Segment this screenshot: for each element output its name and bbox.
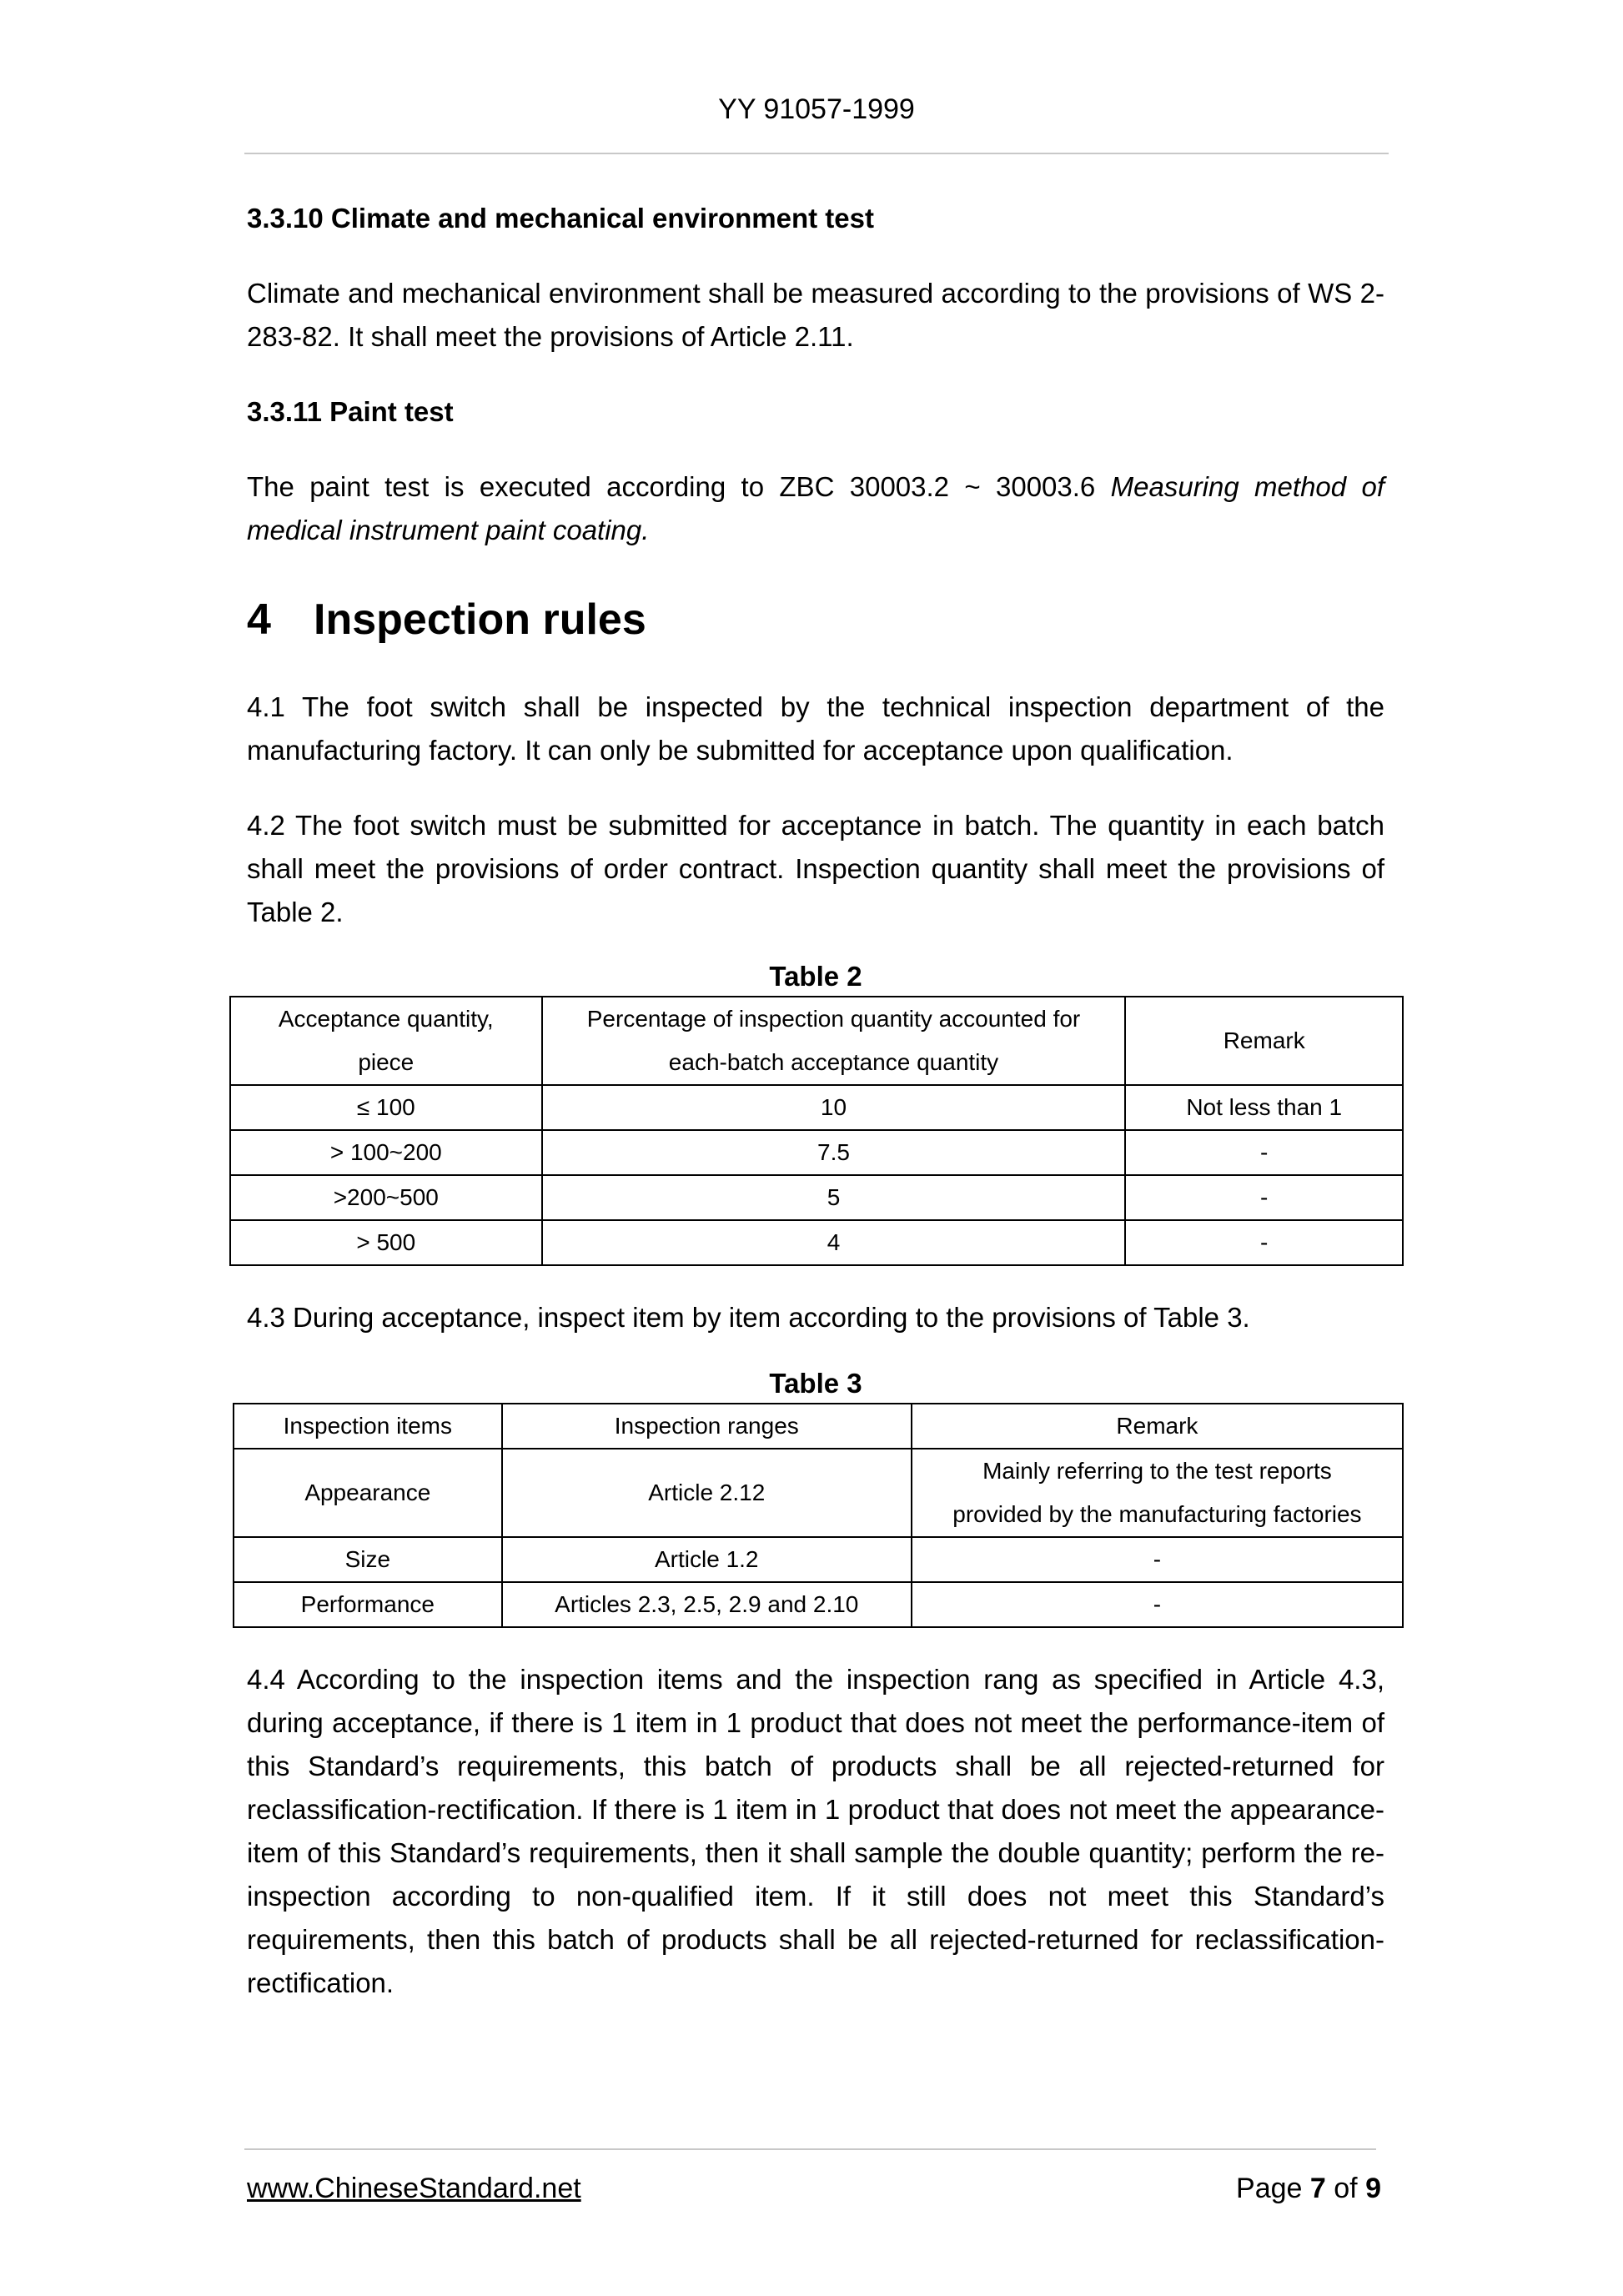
table-row xyxy=(230,1220,1403,1265)
table-2 xyxy=(229,996,1404,1266)
table-cell: > 100~200 xyxy=(230,1130,542,1175)
table-row xyxy=(234,1537,1403,1582)
table-cell: Article 2.12 xyxy=(502,1449,912,1537)
table-cell: 5 xyxy=(542,1175,1126,1220)
table-header-row xyxy=(230,997,1403,1085)
table-cell: 7.5 xyxy=(542,1130,1126,1175)
table-row xyxy=(230,1130,1403,1175)
table2-caption: Table 2 xyxy=(769,961,862,992)
paragraph-3-3-10: Climate and mechanical environment shall be measured according to the provisions of WS 2-283-82. It shall meet the provisions of Article 2.11. xyxy=(247,278,1384,352)
table-row xyxy=(234,1582,1403,1627)
table-cell: - xyxy=(912,1582,1403,1627)
paragraph-4-1: 4.1 The foot switch shall be inspected by the technical inspection department of the manufacturing factory. It can only be submitted for acceptance upon qualification. xyxy=(247,691,1384,766)
table3-caption: Table 3 xyxy=(769,1368,862,1399)
table-cell: - xyxy=(1125,1220,1403,1265)
table-cell: 4 xyxy=(542,1220,1126,1265)
chapter-heading-4 xyxy=(247,590,1384,649)
table-cell: 10 xyxy=(542,1085,1126,1130)
table-cell: >200~500 xyxy=(230,1175,542,1220)
table-header-row xyxy=(234,1404,1403,1449)
table-row xyxy=(230,1175,1403,1220)
table-cell: > 500 xyxy=(230,1220,542,1265)
table-cell: - xyxy=(912,1537,1403,1582)
table-cell: Size xyxy=(234,1537,502,1582)
paragraph-3-3-11 xyxy=(247,465,1384,552)
table-cell: ≤ 100 xyxy=(230,1085,542,1130)
chapter-number: 4 xyxy=(247,595,271,644)
paragraph-4-2: 4.2 The foot switch must be submitted for acceptance in batch. The quantity in each batch shall meet the provisions of order contract. Inspection quantity shall meet the provisions of Table 2. xyxy=(247,810,1384,927)
table-header-cell: Inspection items xyxy=(234,1404,502,1449)
paragraph-4-4: 4.4 According to the inspection items and the inspection rang as specified in Article 4.3, during acceptance, if there is 1 item in 1 product that does not meet the performance-item of this Standard’s requirements, this batch of products shall be all rejected-returned for reclassification-rectification. If there is 1 item in 1 product that does not meet the appearance-item of this Standard’s requirements, then it shall sample the double quantity; perform the re-inspection according to non-qualified item. If it still does not meet this Standard’s requirements, then this batch of products shall be all rejected-returned for reclassification-rectification. xyxy=(247,1664,1384,1998)
header-divider xyxy=(244,153,1389,154)
footer-divider xyxy=(244,2148,1376,2150)
page-number: Page 7 of 9 xyxy=(1236,2173,1381,2204)
current-page: 7 xyxy=(1309,2173,1326,2204)
table-cell: Performance xyxy=(234,1582,502,1627)
table-header-cell: Inspection ranges xyxy=(502,1404,912,1449)
table-row xyxy=(230,1085,1403,1130)
table-cell: Appearance xyxy=(234,1449,502,1537)
table-header-cell: Remark xyxy=(1125,997,1403,1085)
paragraph-4-3: 4.3 During acceptance, inspect item by item according to the provisions of Table 3. xyxy=(247,1302,1250,1333)
table-header-cell: Remark xyxy=(912,1404,1403,1449)
table-3 xyxy=(233,1403,1404,1628)
table-header-cell: Acceptance quantity, piece xyxy=(230,997,542,1085)
paint-test-text: The paint test is executed according to ZBC 30003.2 ~ 30003.6 xyxy=(247,471,1111,502)
section-heading-3-3-11: 3.3.11 Paint test xyxy=(247,396,454,427)
table-cell: Article 1.2 xyxy=(502,1537,912,1582)
document-body xyxy=(247,197,1384,2005)
table-cell: Not less than 1 xyxy=(1125,1085,1403,1130)
document-code-header: YY 91057-1999 xyxy=(718,93,915,125)
table-cell: - xyxy=(1125,1130,1403,1175)
paint-test-method-title: Measuring method of medical instrument paint coating. xyxy=(247,471,1384,545)
chapter-title: Inspection rules xyxy=(314,595,646,644)
table-cell: Articles 2.3, 2.5, 2.9 and 2.10 xyxy=(502,1582,912,1627)
table-header-cell: Percentage of inspection quantity accounted for each-batch acceptance quantity xyxy=(542,997,1126,1085)
section-heading-3-3-10: 3.3.10 Climate and mechanical environment test xyxy=(247,203,874,234)
table-row xyxy=(234,1449,1403,1537)
website-link[interactable]: www.ChineseStandard.net xyxy=(247,2173,581,2204)
table-cell: Mainly referring to the test reports provided by the manufacturing factories xyxy=(912,1449,1403,1537)
total-pages: 9 xyxy=(1365,2173,1381,2204)
table-cell: - xyxy=(1125,1175,1403,1220)
